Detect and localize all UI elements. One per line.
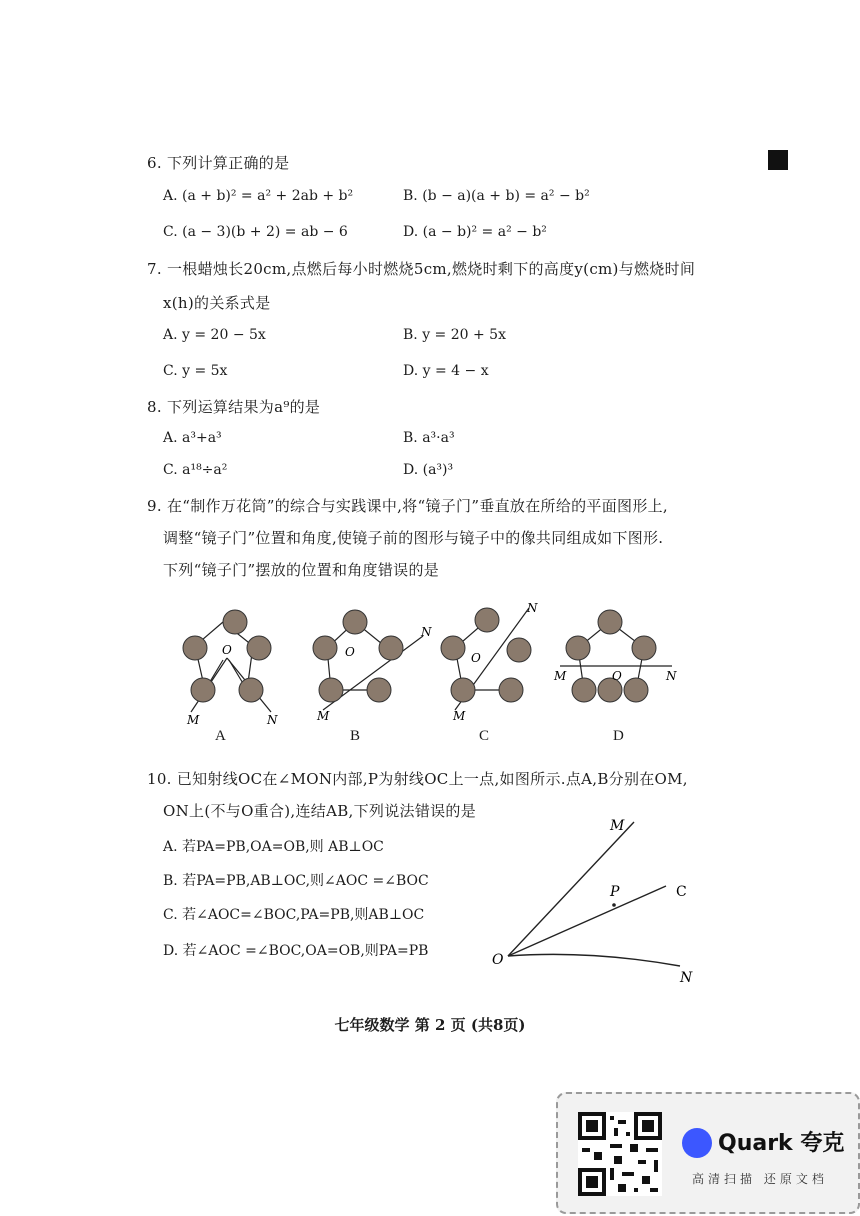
ray-on bbox=[508, 954, 680, 966]
q7-option-c: C. y = 5x bbox=[163, 363, 228, 379]
q10-label-n: N bbox=[680, 970, 693, 986]
q9-b-label-m: M bbox=[317, 709, 330, 723]
q9-figure-d bbox=[550, 600, 690, 720]
q9-a-label-m: M bbox=[187, 713, 200, 727]
q6-option-a: A. (a + b)² = a² + 2ab + b² bbox=[163, 188, 354, 204]
q9-b-label-o: O bbox=[345, 645, 355, 659]
q9-caption-a: A bbox=[215, 728, 226, 744]
q8-option-d: D. (a³)³ bbox=[403, 462, 454, 478]
q7-stem-line2: x(h)的关系式是 bbox=[163, 294, 271, 312]
q9-caption-d: D bbox=[613, 728, 624, 744]
quark-brand: Quark 夸克 bbox=[718, 1131, 845, 1156]
q10-stem-line2: ON上(不与O重合),连结AB,下列说法错误的是 bbox=[163, 802, 477, 820]
q9-stem-line3: 下列“镜子门”摆放的位置和角度错误的是 bbox=[163, 561, 440, 579]
qr-code-icon bbox=[578, 1112, 662, 1196]
q6-option-b: B. (b − a)(a + b) = a² − b² bbox=[403, 188, 590, 204]
q10-label-p: P bbox=[610, 884, 620, 900]
q9-d-label-o: O bbox=[612, 669, 622, 683]
q6-option-c: C. (a − 3)(b + 2) = ab − 6 bbox=[163, 224, 348, 240]
q9-d-label-m: M bbox=[554, 669, 567, 683]
q9-caption-b: B bbox=[350, 728, 361, 744]
q10-label-m: M bbox=[610, 818, 625, 834]
q8-stem: 8. 下列运算结果为a⁹的是 bbox=[147, 398, 321, 416]
q10-angle-figure bbox=[480, 810, 720, 990]
q9-b-label-n: N bbox=[421, 625, 432, 639]
q8-option-c: C. a¹⁸÷a² bbox=[163, 462, 228, 478]
q9-c-label-m: M bbox=[453, 709, 466, 723]
page-footer: 七年级数学 第 2 页 (共8页) bbox=[334, 1016, 526, 1034]
q10-option-a: A. 若PA=PB,OA=OB,则 AB⊥OC bbox=[163, 839, 384, 855]
q10-option-d: D. 若∠AOC =∠BOC,OA=OB,则PA=PB bbox=[163, 943, 429, 959]
q7-option-d: D. y = 4 − x bbox=[403, 363, 489, 379]
q8-option-b: B. a³·a³ bbox=[403, 430, 455, 446]
q7-stem-line1: 7. 一根蜡烛长20cm,点燃后每小时燃烧5cm,燃烧时剩下的高度y(cm)与燃烧时间 bbox=[147, 260, 696, 278]
q9-caption-c: C bbox=[479, 728, 490, 744]
q9-a-label-n: N bbox=[267, 713, 278, 727]
q9-stem-line1: 9. 在“制作万花筒”的综合与实践课中,将“镜子门”垂直放在所给的平面图形上, bbox=[147, 497, 668, 515]
q9-a-label-o: O bbox=[222, 643, 232, 657]
q10-option-c: C. 若∠AOC=∠BOC,PA=PB,则AB⊥OC bbox=[163, 907, 425, 923]
q9-figure-a bbox=[175, 600, 285, 730]
q9-c-label-n: N bbox=[527, 601, 538, 615]
quark-scanner-badge bbox=[556, 1092, 860, 1214]
q9-figure-c bbox=[435, 598, 565, 730]
q9-figure-b bbox=[305, 600, 445, 730]
q6-stem: 6. 下列计算正确的是 bbox=[147, 154, 290, 172]
q6-option-d: D. (a − b)² = a² − b² bbox=[403, 224, 547, 240]
q7-option-a: A. y = 20 − 5x bbox=[163, 327, 266, 343]
point-p bbox=[612, 903, 616, 907]
q10-label-c: C bbox=[676, 884, 687, 900]
q9-d-label-n: N bbox=[666, 669, 677, 683]
q10-option-b: B. 若PA=PB,AB⊥OC,则∠AOC =∠BOC bbox=[163, 873, 429, 889]
quark-tagline: 高清扫描 还原文档 bbox=[692, 1172, 828, 1186]
q10-label-o: O bbox=[492, 952, 504, 968]
quark-logo-icon bbox=[682, 1128, 712, 1158]
q7-option-b: B. y = 20 + 5x bbox=[403, 327, 506, 343]
ray-oc bbox=[508, 886, 666, 956]
q9-stem-line2: 调整“镜子门”位置和角度,使镜子前的图形与镜子中的像共同组成如下图形. bbox=[163, 529, 664, 547]
q9-c-label-o: O bbox=[471, 651, 481, 665]
registration-mark bbox=[768, 150, 788, 170]
q10-stem-line1: 10. 已知射线OC在∠MON内部,P为射线OC上一点,如图所示.点A,B分别在OM, bbox=[147, 770, 688, 788]
q8-option-a: A. a³+a³ bbox=[163, 430, 222, 446]
